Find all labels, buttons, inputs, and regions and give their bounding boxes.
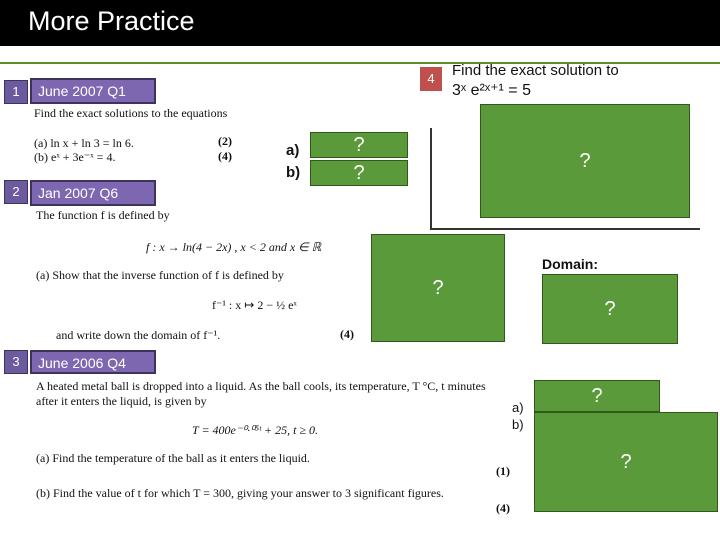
q3-answer-b-box[interactable]: ? bbox=[534, 412, 718, 512]
q1-answer-b-label: b) bbox=[286, 164, 301, 181]
q1-part-a-marks: (2) bbox=[218, 134, 232, 148]
axis-horizontal bbox=[430, 228, 700, 230]
q2-continuation: and write down the domain of f⁻¹. bbox=[56, 328, 221, 342]
question-number-4: 4 bbox=[420, 67, 442, 91]
q2-source-label: Jan 2007 Q6 bbox=[30, 180, 156, 206]
q3-line-1: A heated metal ball is dropped into a liquid. As the ball cools, its temperature, T °C, t minutes bbox=[36, 379, 486, 393]
question-number-2: 2 bbox=[4, 180, 28, 204]
q2-definition: f : x → ln(4 − 2x) , x < 2 and x ∈ ℝ bbox=[146, 240, 322, 254]
q3-formula: T = 400e⁻⁰·⁰⁵ᵗ + 25, t ≥ 0. bbox=[192, 423, 319, 437]
q3-answer-b-label: b) bbox=[512, 417, 524, 432]
q1-part-b-marks: (4) bbox=[218, 149, 232, 163]
q1-answer-a-box[interactable]: ? bbox=[310, 132, 408, 158]
q4-answer-box[interactable]: ? bbox=[480, 104, 690, 218]
q1-part-a: (a) ln x + ln 3 = ln 6. bbox=[34, 136, 134, 150]
q4-prompt-line-2: 3ˣ e²ˣ⁺¹ = 5 bbox=[452, 82, 531, 99]
q1-answer-a-label: a) bbox=[286, 142, 300, 159]
question-number-1: 1 bbox=[4, 80, 28, 104]
q1-source-label: June 2007 Q1 bbox=[30, 78, 156, 104]
question-number-3: 3 bbox=[4, 350, 28, 374]
q1-instruction: Find the exact solutions to the equations bbox=[34, 106, 228, 120]
q3-answer-a-box[interactable]: ? bbox=[534, 380, 660, 412]
q3-source-label: June 2006 Q4 bbox=[30, 350, 156, 374]
title-bar bbox=[0, 0, 720, 46]
q3-part-a: (a) Find the temperature of the ball as it enters the liquid. bbox=[36, 451, 310, 465]
q2-part-a: (a) Show that the inverse function of f is defined by bbox=[36, 268, 284, 282]
q4-prompt-line-1: Find the exact solution to bbox=[452, 62, 619, 79]
q3-part-b: (b) Find the value of t for which T = 300, giving your answer to 3 significant figures. bbox=[36, 486, 444, 500]
q1-answer-b-box[interactable]: ? bbox=[310, 160, 408, 186]
q3-part-a-marks: (1) bbox=[496, 464, 510, 478]
q3-part-b-marks: (4) bbox=[496, 501, 510, 515]
q2-answer-box[interactable]: ? bbox=[371, 234, 505, 342]
q2-domain-label: Domain: bbox=[542, 256, 598, 272]
q2-marks: (4) bbox=[340, 327, 354, 341]
q3-answer-a-label: a) bbox=[512, 400, 524, 415]
q1-part-b: (b) eˣ + 3e⁻ˣ = 4. bbox=[34, 150, 116, 164]
q2-domain-answer-box[interactable]: ? bbox=[542, 274, 678, 344]
axis-vertical bbox=[430, 128, 432, 230]
q2-inverse: f⁻¹ : x ↦ 2 − ½ eˣ bbox=[212, 298, 297, 312]
q2-intro: The function f is defined by bbox=[36, 208, 170, 222]
page-title: More Practice bbox=[28, 6, 195, 36]
q3-line-2: after it enters the liquid, is given by bbox=[36, 394, 207, 408]
